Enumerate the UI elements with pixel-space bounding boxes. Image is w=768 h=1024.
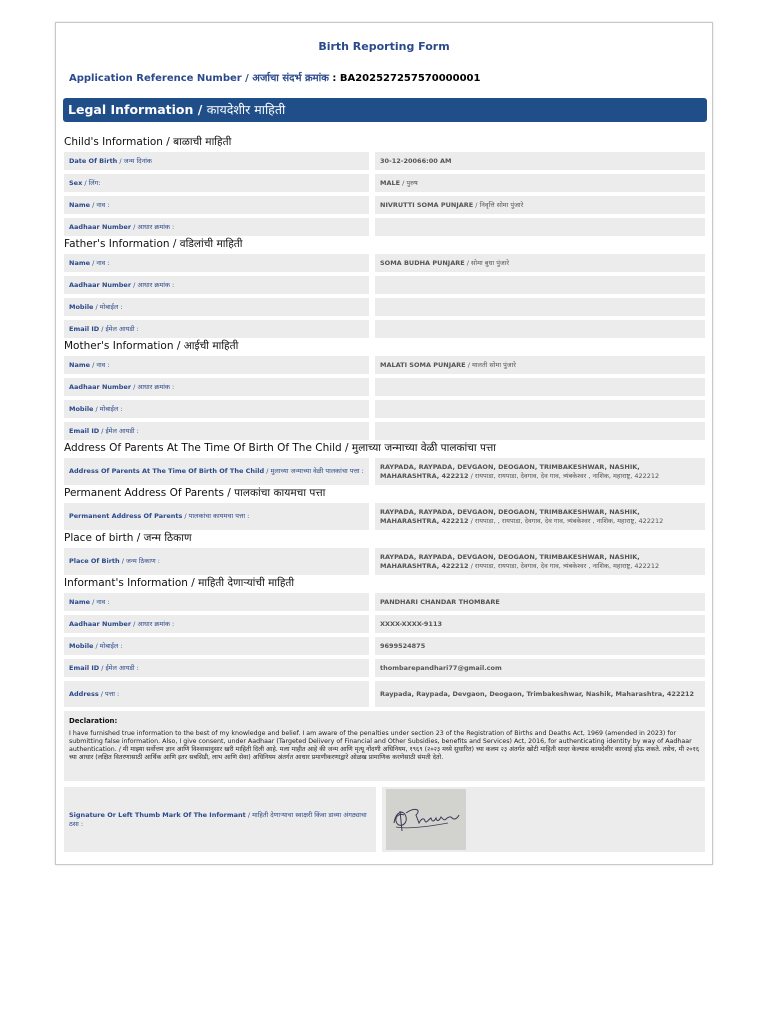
field-label: Mobile / मोबाईल : bbox=[69, 302, 123, 311]
field-value: 9699524875 bbox=[380, 641, 426, 650]
field-value: RAYPADA, RAYPADA, DEVGAON, DEOGAON, TRIMBAKESHWAR, NASHIK, MAHARASHTRA, 422212 / रायपाडा, रायपाडा, देवगाव, देव गाव, त्र्यंबकेश्वर , नाशिक, महाराष्ट्र, 422212 bbox=[380, 462, 660, 480]
row-father-aadhaar bbox=[64, 276, 705, 294]
field-label: Aadhaar Number / आधार क्रमांक : bbox=[69, 382, 175, 391]
field-value: MALE / पुरुष bbox=[380, 178, 418, 187]
field-label: Name / नाव : bbox=[69, 200, 110, 209]
field-value: Raypada, Raypada, Devgaon, Deogaon, Trimbakeshwar, Nashik, Maharashtra, 422212 bbox=[380, 689, 695, 698]
application-reference bbox=[69, 70, 480, 84]
section-father-info: Father's Information / वडिलांची माहिती bbox=[64, 238, 243, 250]
field-label: Permanent Address Of Parents / पालकांचा कायमचा पत्ता : bbox=[69, 512, 250, 520]
field-label: Mobile / मोबाईल : bbox=[69, 641, 123, 650]
row-mother-aadhaar bbox=[64, 378, 705, 396]
legal-header-en: Legal Information / bbox=[68, 102, 207, 117]
declaration-text: I have furnished true information to the best of my knowledge and belief. I am aware of the penalties under section 23 of the Registration of Births and Deaths Act, 1969 (amended in 2023) for submitting false information. Also, I give consent, under Aadhaar (Targeted Delivery of Financial and Other Subsidies, benefits and Services) Act, 2016, for authenticating identity by way of Aadhaar authentication. / मी माझ्या सर्वोत्तम ज्ञान आणि विश्वासानुसार खरी माहिती दिली आहे. मला माहीत आहे की जन्म आणि मृत्यू नोंदणी अधिनियम, १९६९ (२०२३ मध्ये सुधारित) च्या कलम २३ अंतर्गत खोटी माहिती सादर केल्यास कायदेशीर कारवाई होऊ शकते. तसेच, मी २०१६ च्या आधार (लक्षित वितरणासाठी आर्थिक आणि इतर सबसिडी, लाभ आणि सेवा) अधिनियम अंतर्गत आधार प्रमाणीकरणाद्वारे ओळख प्रामाणिक करणेसाठी संमती देतो. bbox=[69, 730, 700, 761]
field-label: Aadhaar Number / आधार क्रमांक : bbox=[69, 222, 175, 231]
form-title: Birth Reporting Form bbox=[318, 40, 450, 53]
field-label: Address Of Parents At The Time Of Birth Of The Child / मुलाच्या जन्माच्या वेळी पालकांचा पत्ता : bbox=[69, 467, 364, 475]
row-informant-mobile bbox=[64, 637, 705, 655]
field-label: Email ID / ईमेल आयडी : bbox=[69, 426, 139, 435]
row-address-at-birth bbox=[64, 458, 705, 485]
section-mother-info: Mother's Information / आईची माहिती bbox=[64, 340, 239, 352]
application-reference-number: BA202527257570000001 bbox=[339, 73, 481, 84]
row-place-of-birth bbox=[64, 548, 705, 575]
legal-information-header bbox=[63, 98, 707, 122]
declaration-box bbox=[64, 711, 705, 781]
signature-scribble bbox=[386, 789, 466, 850]
row-informant-email bbox=[64, 659, 705, 677]
row-informant-name bbox=[64, 593, 705, 611]
field-label: Aadhaar Number / आधार क्रमांक : bbox=[69, 280, 175, 289]
field-label: Sex / लिंग: bbox=[69, 178, 101, 187]
legal-header-mr: कायदेशीर माहिती bbox=[206, 102, 286, 117]
row-informant-address bbox=[64, 681, 705, 707]
field-value: 30-12-20066:00 AM bbox=[380, 156, 452, 165]
section-permanent-address: Permanent Address Of Parents / पालकांचा कायमचा पत्ता bbox=[64, 487, 326, 499]
field-value: PANDHARI CHANDAR THOMBARE bbox=[380, 597, 500, 606]
row-child-dob bbox=[64, 152, 705, 170]
field-label: Name / नाव : bbox=[69, 258, 110, 267]
field-label: Email ID / ईमेल आयडी : bbox=[69, 324, 139, 333]
field-label: Name / नाव : bbox=[69, 360, 110, 369]
field-value: XXXX-XXXX-9113 bbox=[380, 619, 442, 628]
field-value: RAYPADA, RAYPADA, DEVGAON, DEOGAON, TRIMBAKESHWAR, NASHIK, MAHARASHTRA, 422212 / रायपाडा, रायपाडा, देवगाव, देव गाव, त्र्यंबकेश्वर , नाशिक, महाराष्ट्र, 422212 bbox=[380, 552, 660, 570]
row-signature bbox=[64, 787, 705, 852]
field-label: Email ID / ईमेल आयडी : bbox=[69, 663, 139, 672]
row-father-name bbox=[64, 254, 705, 272]
row-mother-mobile bbox=[64, 400, 705, 418]
row-mother-email bbox=[64, 422, 705, 440]
field-label: Date Of Birth / जन्म दिनांक bbox=[69, 156, 152, 165]
field-value: MALATI SOMA PUNJARE / मालती सोमा पुंजारे bbox=[380, 360, 516, 369]
row-permanent-address bbox=[64, 503, 705, 530]
form-page bbox=[55, 22, 713, 865]
field-label: Name / नाव : bbox=[69, 597, 110, 606]
field-value: RAYPADA, RAYPADA, DEVGAON, DEOGAON, TRIMBAKESHWAR, NASHIK, MAHARASHTRA, 422212 / रायपाडा, , रायपाडा, देवगाव, देव गाव, त्र्यंबकेश्वर , नाशिक, महाराष्ट्र, 422212 bbox=[380, 507, 664, 525]
field-label: Place Of Birth / जन्म ठिकाण : bbox=[69, 557, 160, 565]
section-address-at-birth: Address Of Parents At The Time Of Birth Of The Child / मुलाच्या जन्माच्या वेळी पालकांचा पत्ता bbox=[64, 442, 496, 454]
signature-image bbox=[386, 789, 466, 850]
row-child-sex bbox=[64, 174, 705, 192]
row-mother-name bbox=[64, 356, 705, 374]
section-place-of-birth: Place of birth / जन्म ठिकाण bbox=[64, 532, 192, 544]
application-reference-label: Application Reference Number / अर्जाचा संदर्भ क्रमांक bbox=[69, 73, 329, 84]
application-reference-separator: : bbox=[328, 73, 340, 84]
row-informant-aadhaar bbox=[64, 615, 705, 633]
row-child-aadhaar bbox=[64, 218, 705, 236]
row-father-email bbox=[64, 320, 705, 338]
field-label: Mobile / मोबाईल : bbox=[69, 404, 123, 413]
declaration-title: Declaration: bbox=[69, 717, 118, 725]
signature-label: Signature Or Left Thumb Mark Of The Informant / माहिती देणाऱ्याचा स्वाक्षरी किंवा डाव्या अंगठ्याचा ठसा : bbox=[69, 810, 367, 828]
field-label: Aadhaar Number / आधार क्रमांक : bbox=[69, 619, 175, 628]
field-value: thombarepandhari77@gmail.com bbox=[380, 663, 502, 672]
section-child-info: Child's Information / बाळाची माहिती bbox=[64, 136, 232, 148]
field-value: SOMA BUDHA PUNJARE / सोमा बुधा पुंजारे bbox=[380, 258, 510, 267]
field-label: Address / पत्ता : bbox=[69, 689, 120, 698]
section-informant-info: Informant's Information / माहिती देणाऱ्यांची माहिती bbox=[64, 577, 295, 589]
field-value: NIVRUTTI SOMA PUNJARE / निवृत्ति सोमा पुंजारे bbox=[380, 200, 524, 209]
row-child-name bbox=[64, 196, 705, 214]
row-father-mobile bbox=[64, 298, 705, 316]
